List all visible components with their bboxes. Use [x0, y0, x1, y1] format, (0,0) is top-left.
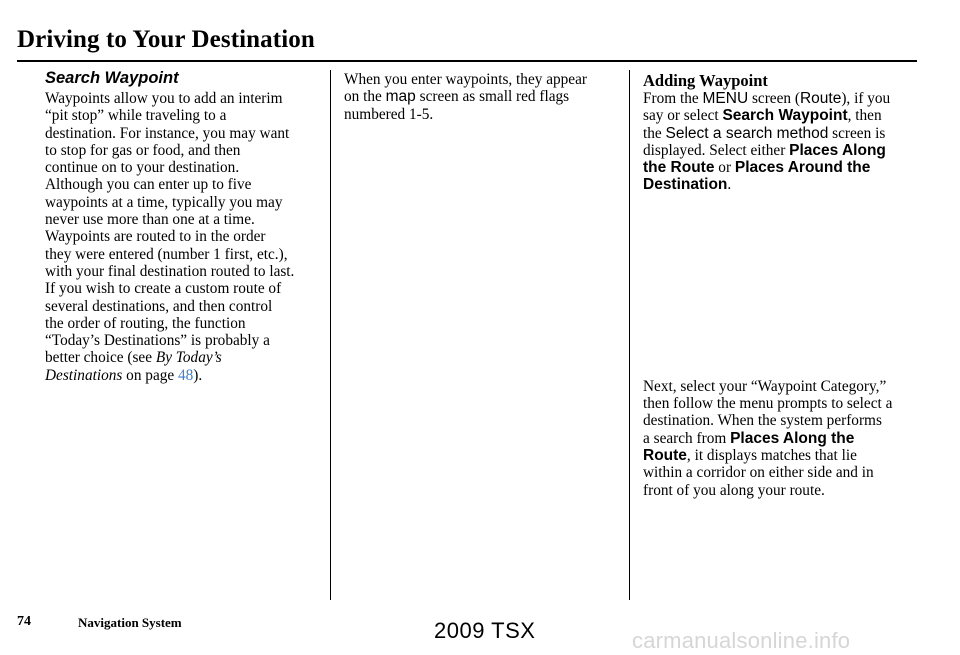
cross-reference-title: Destinations [45, 366, 123, 384]
text-run: ), if you [841, 90, 891, 107]
body-line: If you wish to create a custom route of [45, 280, 282, 298]
screen-name-route: Route [799, 90, 842, 107]
text-run: screen ( [748, 90, 800, 107]
command-the-route: the Route [643, 159, 715, 177]
page-title: Driving to Your Destination [17, 26, 315, 53]
body-line [643, 107, 919, 124]
body-line [643, 90, 919, 107]
text-run: better choice (see [45, 349, 156, 367]
text-run: From the [643, 90, 703, 107]
command-destination: Destination [643, 176, 728, 194]
text-run: displayed. Select either [643, 141, 790, 159]
command-places-along-the: Places Along the [730, 429, 855, 447]
text-run: on the [344, 88, 386, 106]
screen-name-select-method: Select a search method [665, 124, 829, 142]
text-run: or [714, 159, 735, 177]
text-run: a search from [643, 429, 731, 447]
site-watermark: carmanualsonline.info [632, 628, 851, 653]
body-line: Although you can enter up to five [45, 176, 252, 194]
body-line: numbered 1-5. [344, 105, 434, 123]
body-line [643, 430, 919, 447]
title-rule [17, 60, 917, 62]
body-line: waypoints at a time, typically you may [45, 193, 283, 211]
body-line: front of you along your route. [643, 481, 825, 499]
body-line: to stop for gas or food, and then [45, 141, 241, 159]
cross-reference-title: By Today’s [155, 349, 222, 367]
body-line: within a corridor on either side and in [643, 464, 874, 482]
command-route: Route [643, 446, 687, 464]
figure-space [643, 194, 919, 378]
text-run: , it displays matches that lie [686, 446, 857, 464]
page-link[interactable]: 48 [178, 366, 194, 384]
body-line: with your final destination routed to last. [45, 262, 295, 280]
body-line: “pit stop” while traveling to a [45, 107, 227, 125]
command-search-waypoint: Search Waypoint [722, 107, 848, 125]
body-line [344, 88, 622, 105]
text-run: screen is [828, 124, 886, 142]
page-number: 74 [17, 614, 31, 629]
text-run: the [643, 124, 666, 142]
command-places-along: Places Along [789, 141, 886, 159]
column-waypoint-flags [344, 71, 622, 123]
text-run: on page [122, 366, 178, 384]
command-places-around: Places Around the [734, 159, 871, 177]
screen-name-map: map [385, 88, 416, 106]
body-line: the order of routing, the function [45, 314, 246, 332]
body-line: destination. When the system performs [643, 412, 882, 430]
body-line: several destinations, and then control [45, 297, 273, 315]
body-line: continue on to your destination. [45, 159, 240, 177]
column-adding-waypoint [643, 71, 919, 499]
text-run: say or select [643, 107, 723, 125]
body-line: then follow the menu prompts to select a [643, 395, 893, 413]
text-run: ). [193, 366, 203, 384]
column-divider-right [629, 70, 630, 600]
body-line [45, 349, 327, 366]
text-run: screen as small red flags [415, 88, 570, 106]
footer-label: Navigation System [78, 615, 182, 630]
column-search-waypoint [45, 68, 327, 384]
section-heading-search-waypoint: Search Waypoint [45, 69, 179, 87]
body-line: they were entered (number 1 first, etc.), [45, 245, 288, 263]
section-heading-adding-waypoint: Adding Waypoint [643, 71, 768, 90]
body-line [643, 125, 919, 142]
body-line [643, 159, 919, 176]
body-line: destination. For instance, you may want [45, 124, 290, 142]
body-line: Waypoints are routed to in the order [45, 228, 266, 246]
column-divider-left [330, 70, 331, 600]
body-line: “Today’s Destinations” is probably a [45, 332, 270, 350]
text-run: , then [847, 107, 882, 125]
text-run: . [727, 176, 732, 194]
body-line [45, 367, 327, 384]
body-line: Waypoints allow you to add an interim [45, 90, 283, 107]
body-line [643, 447, 919, 464]
screen-name-menu: MENU [702, 90, 749, 107]
model-year-watermark: 2009 TSX [434, 618, 536, 643]
body-line [643, 142, 919, 159]
body-line: Next, select your “Waypoint Category,” [643, 377, 887, 395]
body-line: never use more than one at a time. [45, 211, 255, 229]
body-line: When you enter waypoints, they appear [344, 71, 587, 88]
body-line [643, 176, 919, 193]
